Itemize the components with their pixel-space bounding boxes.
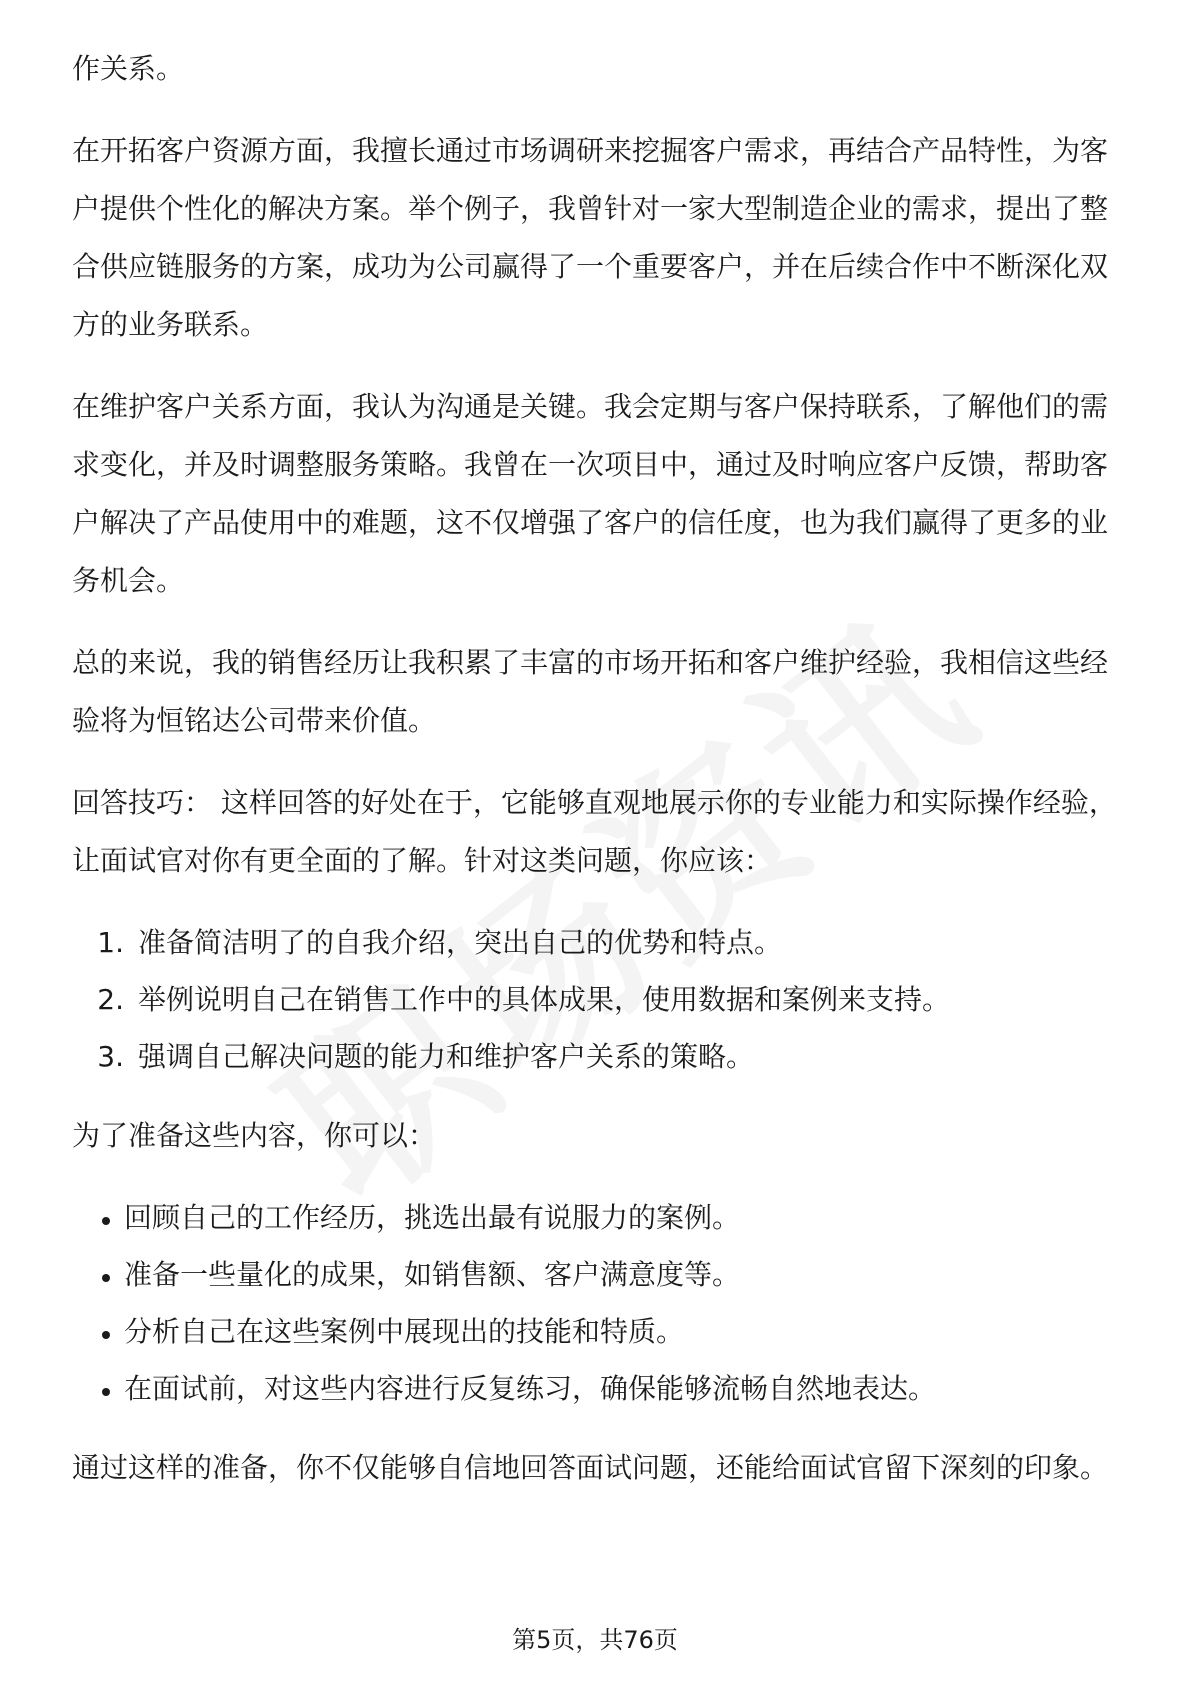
list-item-text: 分析自己在这些案例中展现出的技能和特质。 — [124, 1315, 685, 1348]
list-item-text: 强调自己解决问题的能力和维护客户关系的策略。 — [138, 1040, 755, 1073]
list-item-text: 回顾自己的工作经历，挑选出最有说服力的案例。 — [124, 1201, 741, 1234]
list-item — [72, 971, 1122, 1028]
list-item — [72, 1303, 1122, 1360]
list-item-text: 举例说明自己在销售工作中的具体成果，使用数据和案例来支持。 — [138, 983, 951, 1016]
bullet-icon — [72, 1397, 124, 1398]
paragraph-preparation: 为了准备这些内容，你可以： — [72, 1119, 437, 1152]
list-item — [72, 1246, 1122, 1303]
ordered-list — [72, 914, 1122, 1085]
list-number: 1. — [97, 926, 124, 959]
paragraph-summary: 总的来说，我的销售经历让我积累了丰富的市场开拓和客户维护经验，我相信这些经验将为恒铭达公司带来价值。 — [72, 646, 1109, 737]
bullet-icon — [72, 1226, 124, 1227]
list-item — [72, 1360, 1122, 1417]
list-item-text: 准备一些量化的成果，如销售额、客户满意度等。 — [124, 1258, 741, 1291]
list-item-text: 准备简洁明了的自我介绍，突出自己的优势和特点。 — [138, 926, 783, 959]
paragraph-answer-tips: 回答技巧： 这样回答的好处在于，它能够直观地展示你的专业能力和实际操作经验，让面试官对你有更全面的了解。针对这类问题，你应该： — [72, 786, 1117, 877]
list-item — [72, 1189, 1122, 1246]
list-number: 3. — [97, 1040, 124, 1073]
paragraph-continuation: 作关系。 — [72, 52, 185, 85]
bullet-list — [72, 1189, 1122, 1417]
list-item — [72, 914, 1122, 971]
paragraph-conclusion: 通过这样的准备，你不仅能够自信地回答面试问题，还能给面试官留下深刻的印象。 — [72, 1451, 1109, 1484]
list-item — [72, 1028, 1122, 1085]
bullet-icon — [72, 1340, 124, 1341]
page-number: 第5页，共76页 — [512, 1626, 678, 1654]
document-body — [72, 40, 1122, 1521]
bullet-icon — [72, 1283, 124, 1284]
paragraph-customer-development: 在开拓客户资源方面，我擅长通过市场调研来挖掘客户需求，再结合产品特性，为客户提供个性化的解决方案。举个例子，我曾针对一家大型制造企业的需求，提出了整合供应链服务的方案，成功为公司赢得了一个重要客户，并在后续合作中不断深化双方的业务联系。 — [72, 134, 1109, 341]
list-number: 2. — [97, 983, 124, 1016]
list-item-text: 在面试前，对这些内容进行反复练习，确保能够流畅自然地表达。 — [124, 1372, 937, 1405]
paragraph-customer-maintenance: 在维护客户关系方面，我认为沟通是关键。我会定期与客户保持联系，了解他们的需求变化，并及时调整服务策略。我曾在一次项目中，通过及时响应客户反馈，帮助客户解决了产品使用中的难题，这不仅增强了客户的信任度，也为我们赢得了更多的业务机会。 — [72, 390, 1109, 597]
